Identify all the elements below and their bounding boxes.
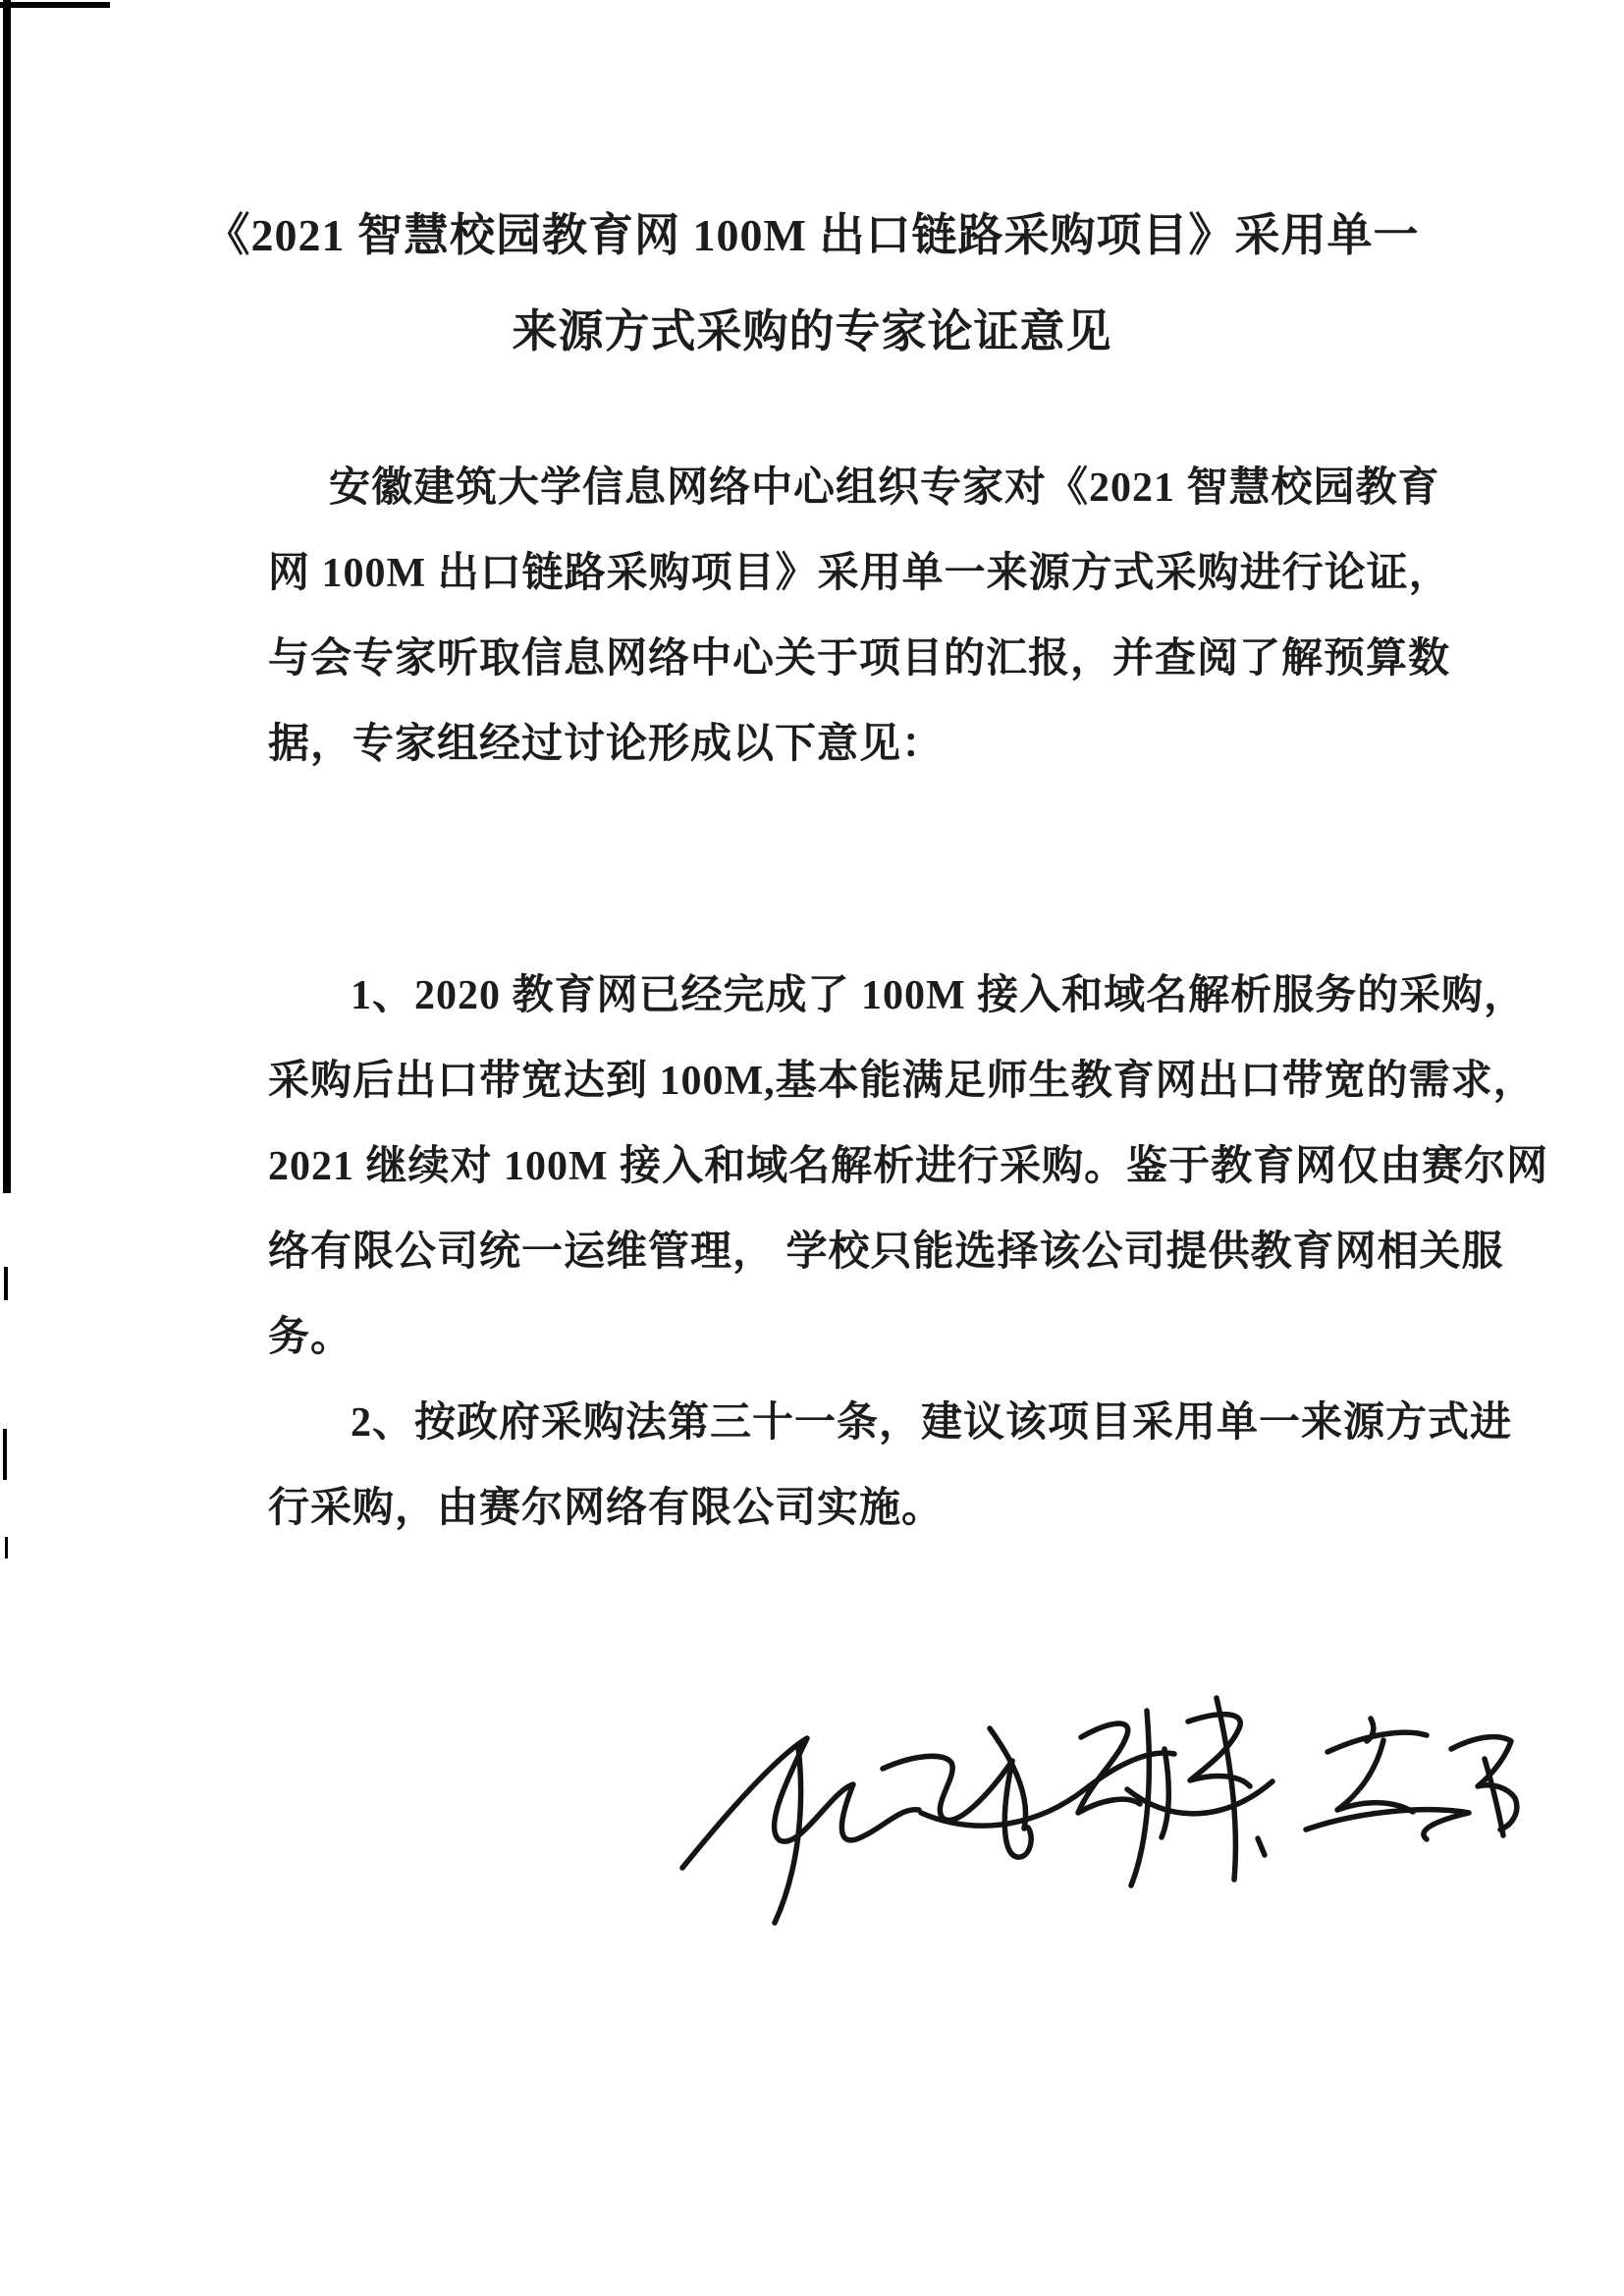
document-title-line-2: 来源方式采购的专家论证意见 [512, 306, 1112, 356]
scan-artifact-speck [4, 1267, 8, 1300]
intro-line-2: 网 100M 出口链路采购项目》采用单一来源方式采购进行论证， [268, 551, 1451, 596]
document-title-line-1: 《2021 智慧校园教育网 100M 出口链路采购项目》采用单一 [204, 210, 1420, 260]
expert-signature-2 [1078, 1698, 1272, 1886]
expert-signature-3 [1306, 1719, 1517, 1839]
intro-line-1: 安徽建筑大学信息网络中心组织专家对《2021 智慧校园教育 [329, 465, 1440, 511]
item1-line-2: 采购后出口带宽达到 100M,基本能满足师生教育网出口带宽的需求， [268, 1059, 1536, 1104]
item2-line-2: 行采购，由赛尔网络有限公司实施。 [268, 1486, 945, 1531]
scan-artifact-top-edge [0, 2, 110, 8]
item1-line-1: 1、2020 教育网已经完成了 100M 接入和域名解析服务的采购， [351, 973, 1527, 1018]
intro-line-3: 与会专家听取信息网络中心关于项目的汇报，并查阅了解预算数 [268, 636, 1451, 682]
intro-line-4: 据，专家组经过讨论形成以下意见： [268, 722, 945, 767]
scan-artifact-left-edge [3, 0, 11, 1193]
scan-artifact-speck [3, 1429, 7, 1480]
item1-line-5: 务。 [268, 1315, 353, 1360]
expert-signature-1 [682, 1728, 1174, 1923]
item1-line-4: 络有限公司统一运维管理， 学校只能选择该公司提供教育网相关服 [268, 1230, 1504, 1275]
item1-line-3: 2021 继续对 100M 接入和域名解析进行采购。鉴于教育网仅由赛尔网 [268, 1144, 1549, 1189]
item2-line-1: 2、按政府采购法第三十一条，建议该项目采用单一来源方式进 [351, 1400, 1513, 1446]
scan-artifact-speck [5, 1537, 8, 1558]
